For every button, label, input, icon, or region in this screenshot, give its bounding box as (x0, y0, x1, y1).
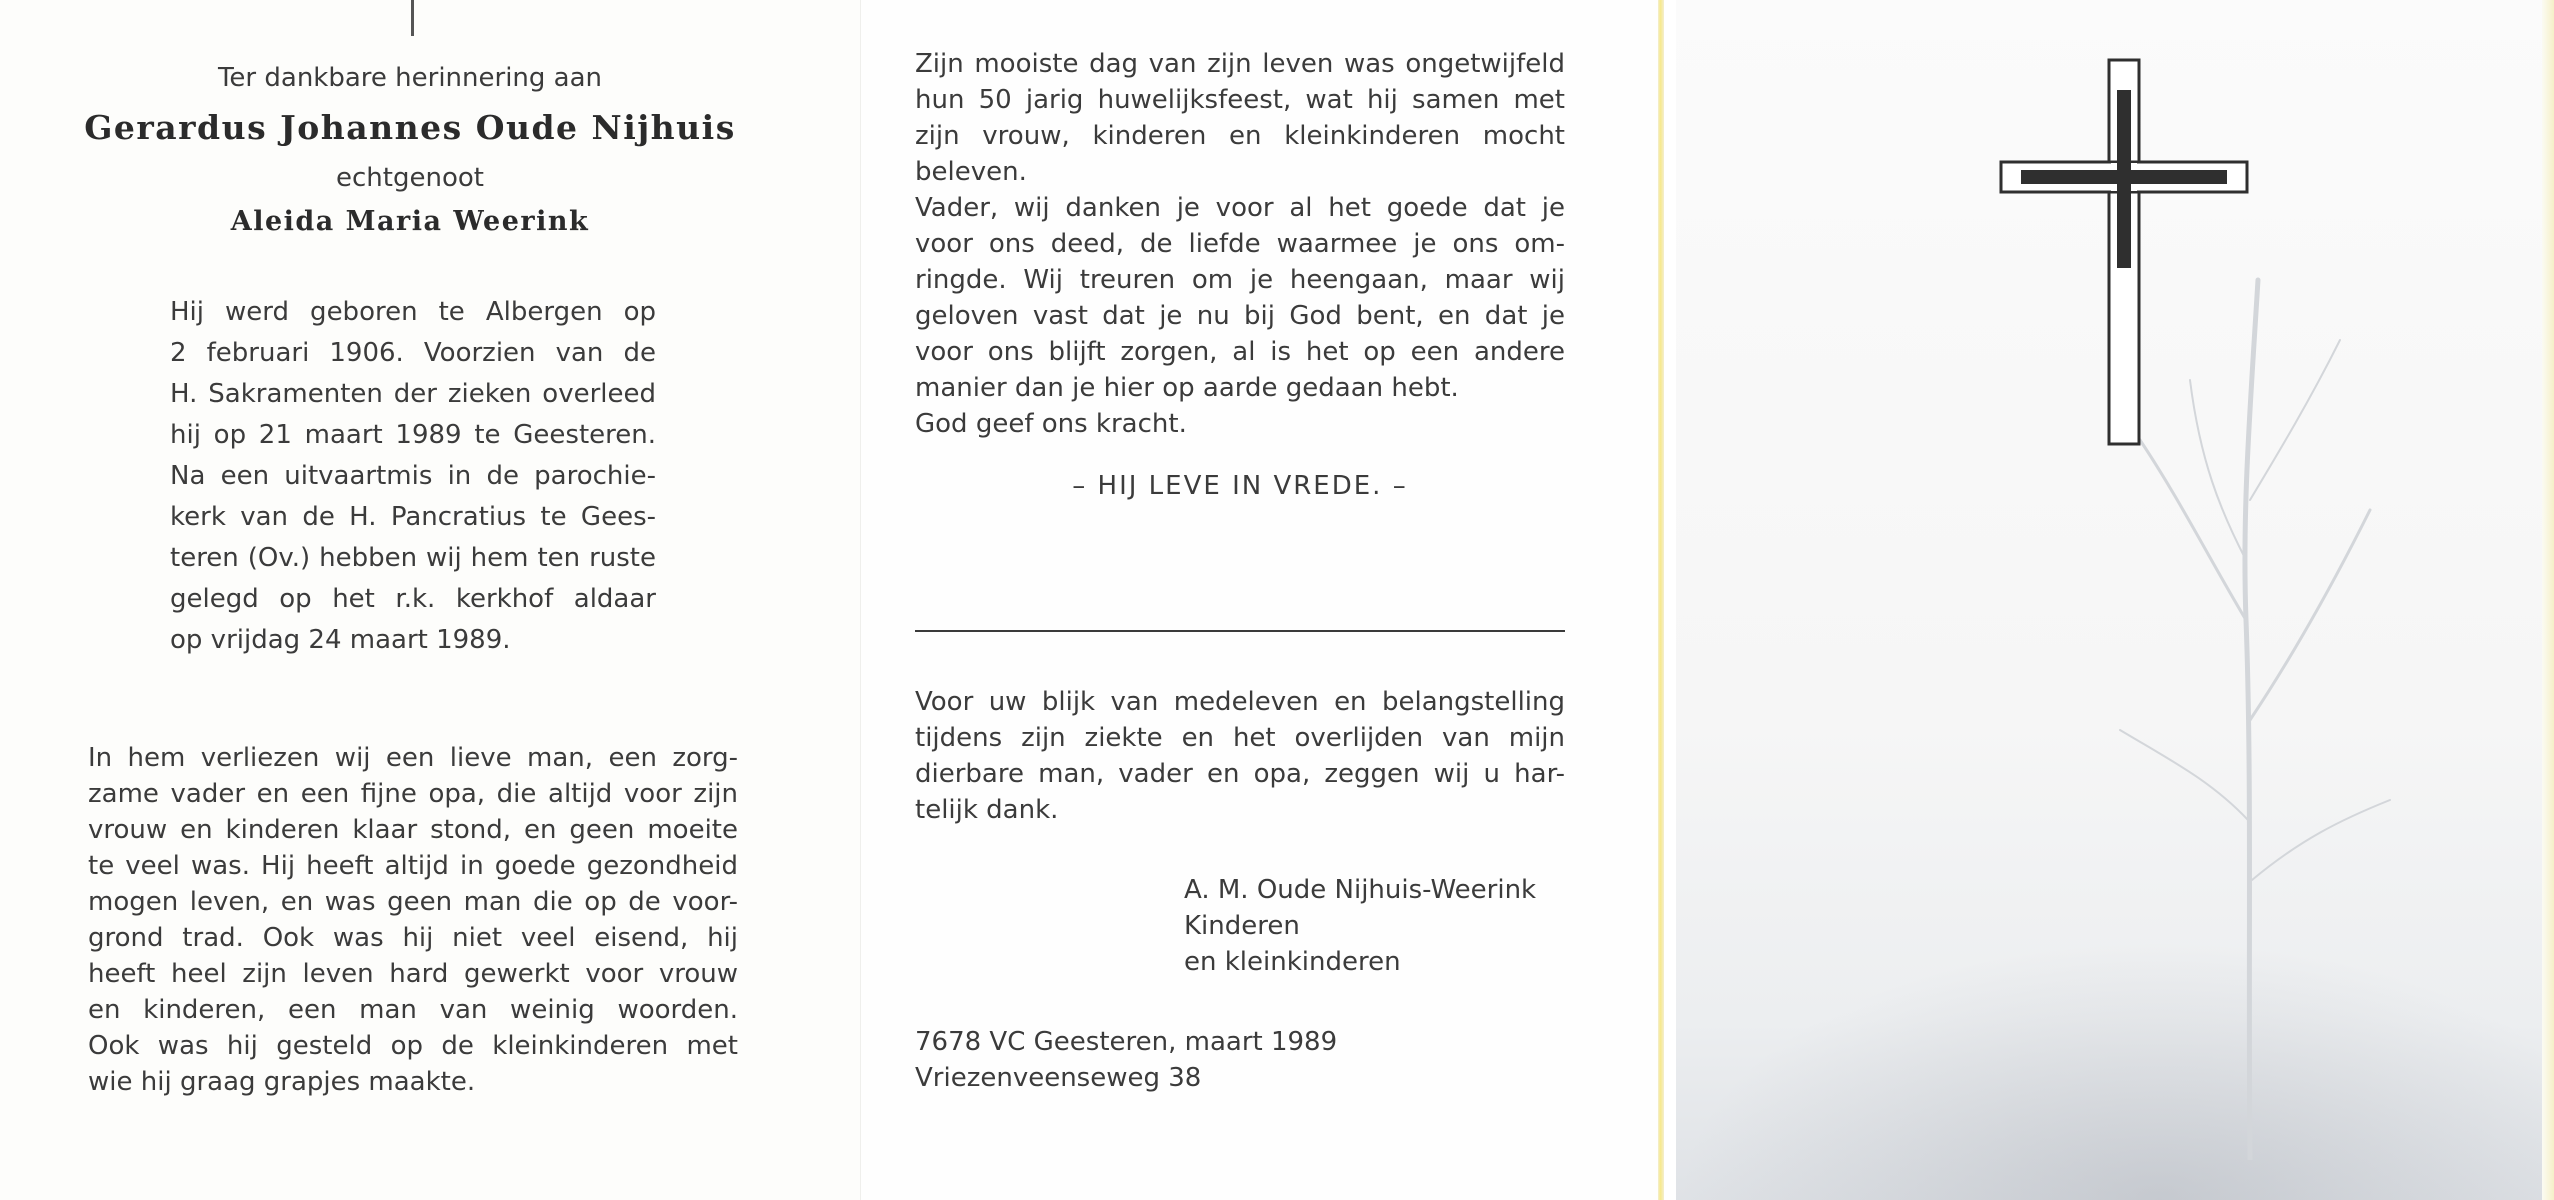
biography-line: op vrijdag 24 maart 1989. (170, 625, 511, 655)
cross-icon (1999, 58, 2249, 448)
top-crease-mark (411, 0, 414, 36)
memory-line: zijn vrouw, kinderen en kleinkinderen mocht (915, 121, 1565, 151)
memory-line: voor ons deed, de liefde waarmee je ons om- (915, 229, 1565, 259)
relation-line: echtgenoot (336, 163, 484, 193)
memory-line: Zijn mooiste dag van zijn leven was ongetwijfeld (915, 49, 1565, 79)
memory-line: voor ons blijft zorgen, al is het op een andere (915, 337, 1565, 367)
biography-line: Hij werd geboren te Albergen op (170, 297, 656, 327)
address-line: 7678 VC Geesteren, maart 1989 (915, 1027, 1338, 1057)
tribute-line: wie hij graag grapjes maakte. (88, 1067, 476, 1097)
tribute-line: heeft heel zijn leven hard gewerkt voor vrouw (88, 959, 738, 989)
tribute-line: zame vader en een fijne opa, die altijd voor zijn (88, 779, 738, 809)
thanks-line: telijk dank. (915, 795, 1059, 825)
thanks-line: dierbare man, vader en opa, zeggen wij u har- (915, 759, 1565, 789)
card-right-edge (2542, 0, 2554, 1200)
divider-rule (915, 630, 1565, 632)
thanks-line: Voor uw blijk van medeleven en belangstelling (915, 687, 1565, 717)
signature-line: Kinderen (1184, 911, 1300, 941)
tribute-line: vrouw en kinderen klaar stond, en geen moeite (88, 815, 738, 845)
memory-line: Vader, wij danken je voor al het goede dat je (915, 193, 1565, 223)
biography-line: Na een uitvaartmis in de parochie- (170, 461, 656, 491)
spouse-name: Aleida Maria Weerink (230, 206, 590, 237)
thanks-line: tijdens zijn ziekte en het overlijden van mijn (915, 723, 1565, 753)
tribute-line: en kinderen, een man van weinig woorden. (88, 995, 738, 1025)
tribute-line: te veel was. Hij heeft altijd in goede gezondheid (88, 851, 738, 881)
signature-line: en kleinkinderen (1184, 947, 1401, 977)
tribute-line: mogen leven, en was geen man die op de voor- (88, 887, 738, 917)
motto-line: – HIJ LEVE IN VREDE. – (1072, 471, 1408, 501)
deceased-name: Gerardus Johannes Oude Nijhuis (84, 108, 736, 147)
biography-line: hij op 21 maart 1989 te Geesteren. (170, 420, 656, 450)
biography-line: H. Sakramenten der zieken overleed (170, 379, 656, 409)
memory-line: beleven. (915, 157, 1027, 187)
biography-line: teren (Ov.) hebben wij hem ten ruste (170, 543, 656, 573)
memory-line: geloven vast dat je nu bij God bent, en dat je (915, 301, 1565, 331)
card-fold-line (1658, 0, 1664, 1200)
signature-line: A. M. Oude Nijhuis-Weerink (1184, 875, 1537, 905)
biography-line: 2 februari 1906. Voorzien van de (170, 338, 656, 368)
intro-line: Ter dankbare herinnering aan (217, 63, 603, 93)
tribute-line: Ook was hij gesteld op de kleinkinderen met (88, 1031, 738, 1061)
tribute-line: grond trad. Ook was hij niet veel eisend, hij (88, 923, 738, 953)
biography-line: gelegd op het r.k. kerkhof aldaar (170, 584, 656, 614)
tribute-line: In hem verliezen wij een lieve man, een zorg- (88, 743, 738, 773)
address-line: Vriezenveenseweg 38 (915, 1063, 1202, 1093)
memory-line: God geef ons kracht. (915, 409, 1187, 439)
memory-line: hun 50 jarig huwelijksfeest, wat hij samen met (915, 85, 1565, 115)
memory-line: ringde. Wij treuren om je heengaan, maar wij (915, 265, 1565, 295)
memory-line: manier dan je hier op aarde gedaan hebt. (915, 373, 1459, 403)
biography-line: kerk van de H. Pancratius te Gees- (170, 502, 656, 532)
